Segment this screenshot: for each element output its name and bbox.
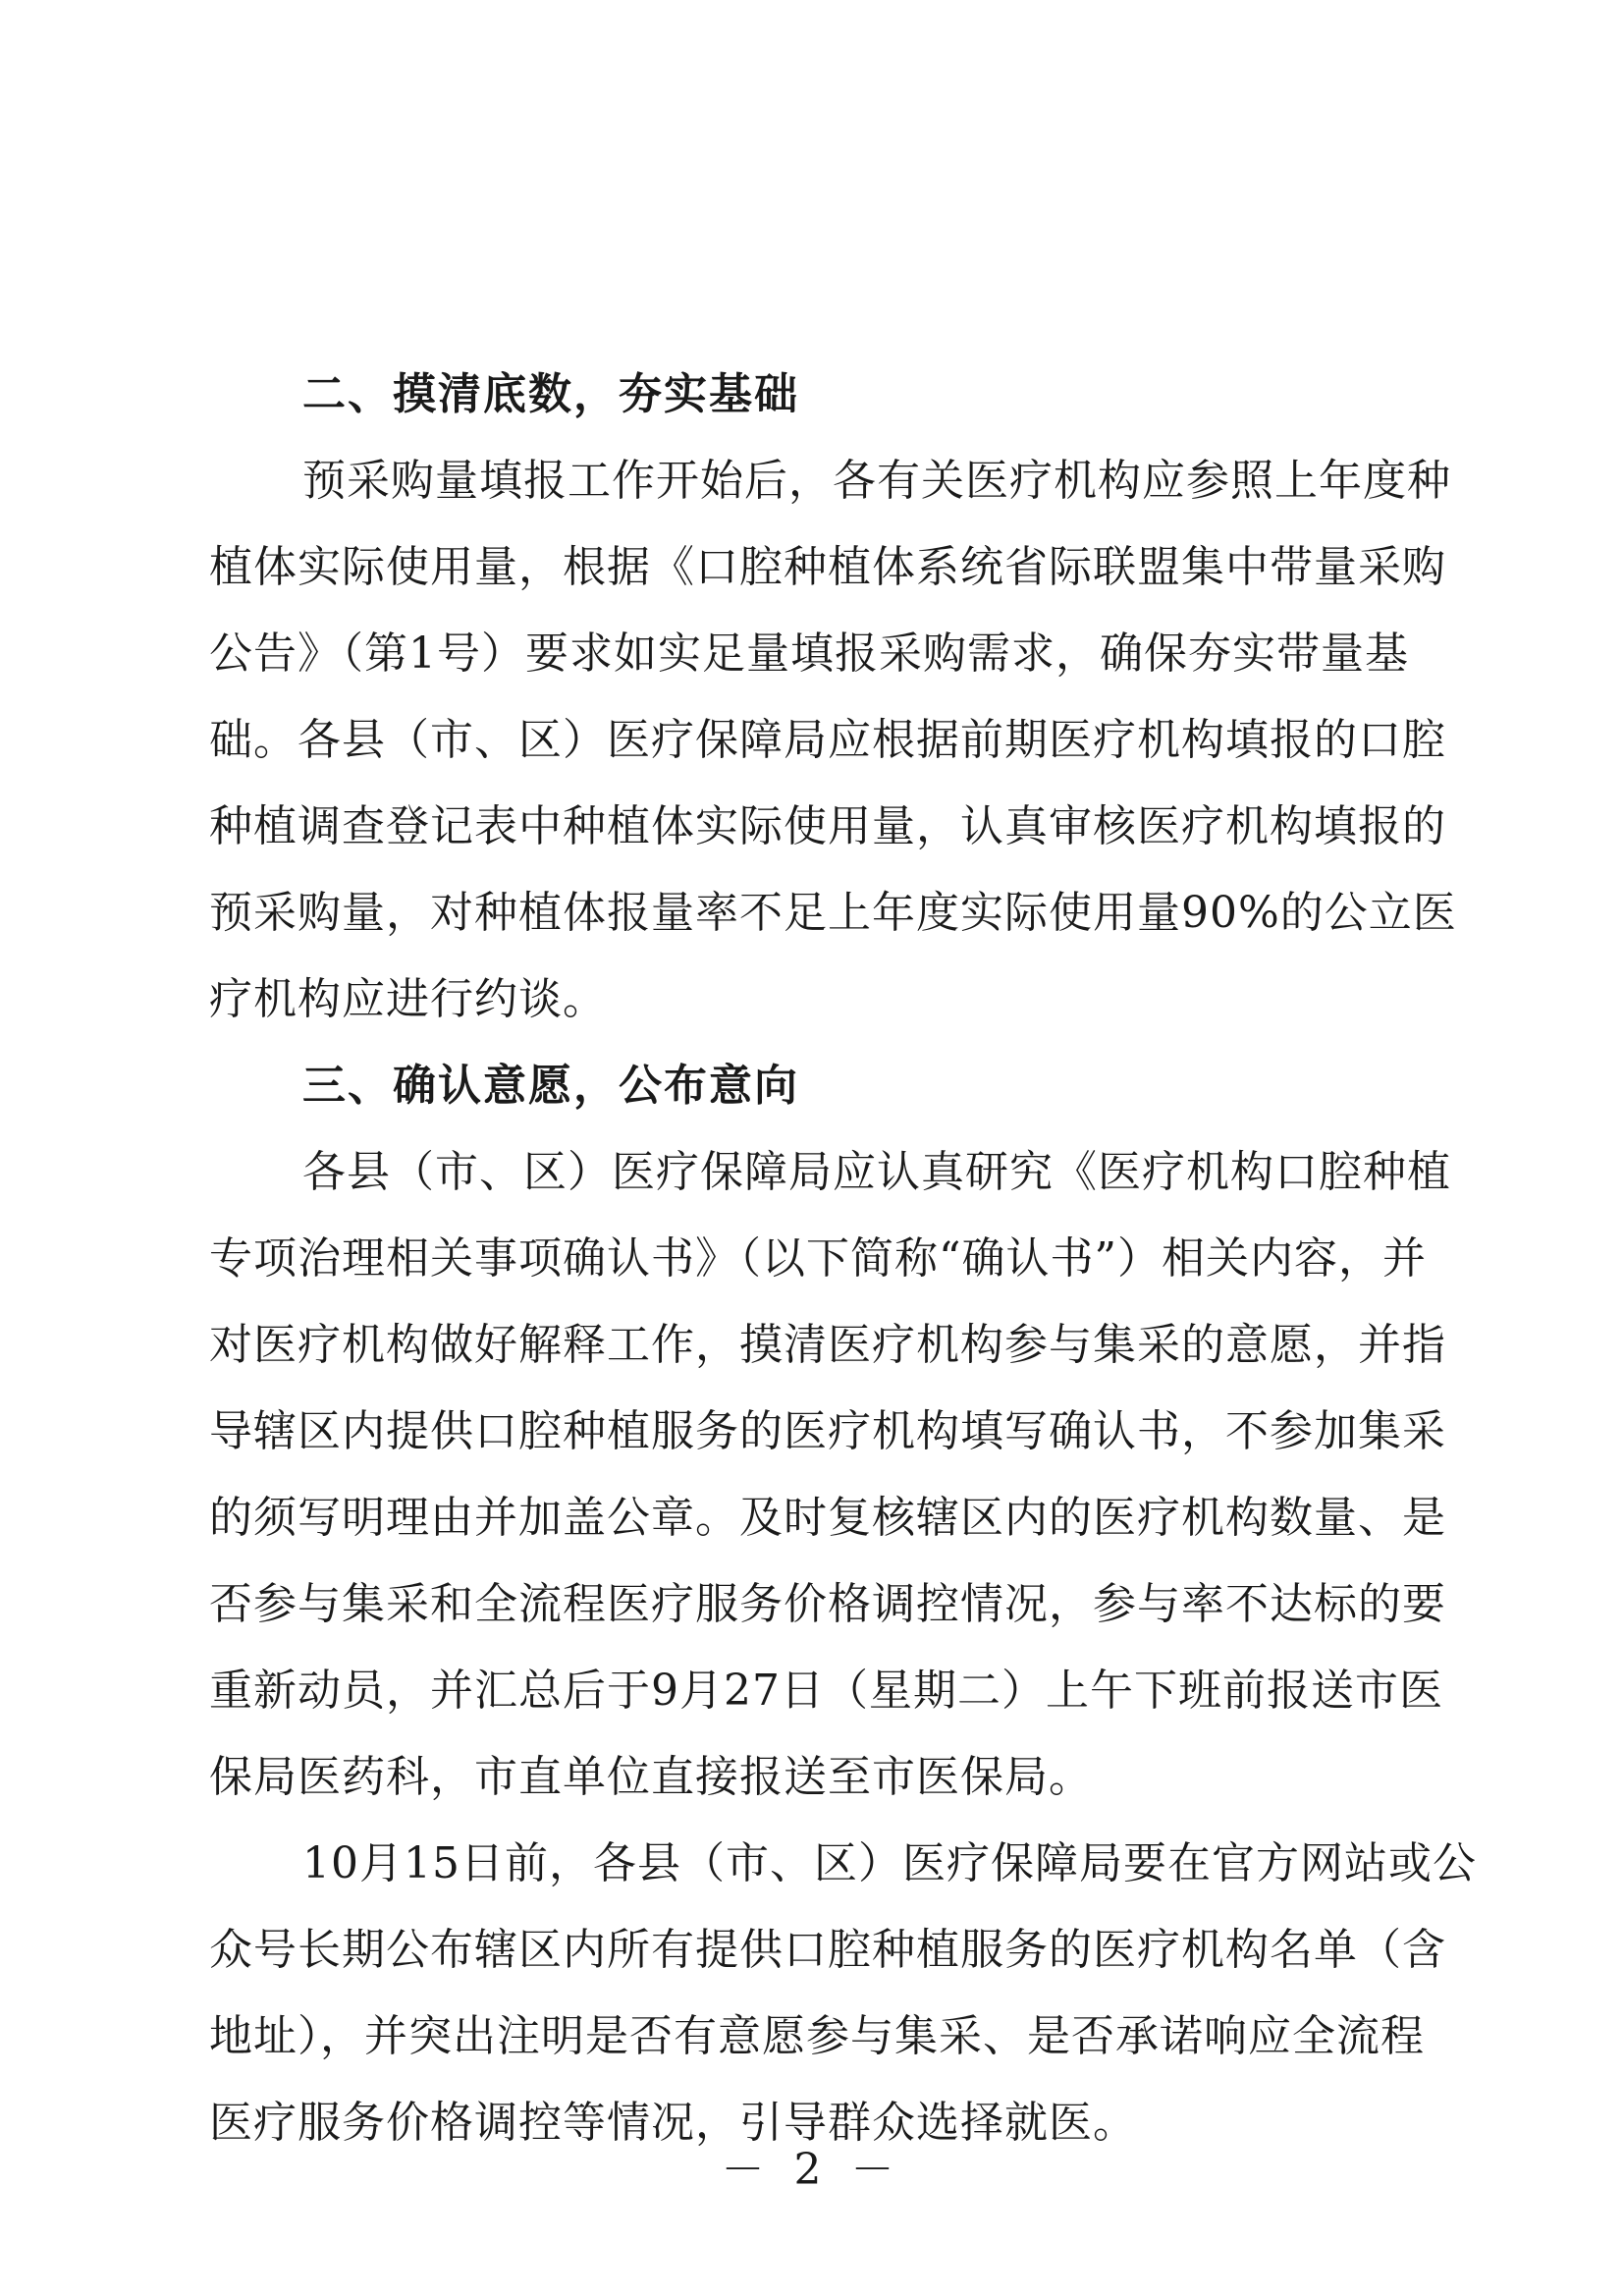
paragraph-line: 保局医药科，市直单位直接报送至市医保局。	[209, 1752, 1093, 1802]
paragraph-line: 10月15日前，各县（市、区）医疗保障局要在官方网站或公	[302, 1838, 1477, 1888]
paragraph-line: 的须写明理由并加盖公章。及时复核辖区内的医疗机构数量、是	[209, 1493, 1446, 1543]
document-body	[209, 352, 1477, 2166]
section-heading-2: 二、摸清底数，夯实基础	[302, 369, 799, 419]
paragraph-line: 公告》（第1号）要求如实足量填报采购需求，确保夯实带量基	[209, 629, 1409, 679]
paragraph-line: 植体实际使用量，根据《口腔种植体系统省际联盟集中带量采购	[209, 542, 1446, 592]
paragraph-line: 众号长期公布辖区内所有提供口腔种植服务的医疗机构名单（含	[209, 1925, 1446, 1975]
paragraph-line: 医疗服务价格调控等情况，引导群众选择就医。	[209, 2098, 1137, 2148]
page-number: － 2 －	[721, 2145, 902, 2195]
paragraph-line: 重新动员，并汇总后于9月27日（星期二）上午下班前报送市医	[209, 1666, 1443, 1716]
section-heading-3: 三、确认意愿，公布意向	[302, 1061, 799, 1111]
paragraph-line: 地址），并突出注明是否有意愿参与集采、是否承诺响应全流程	[209, 2011, 1425, 2061]
paragraph-line: 疗机构应进行约谈。	[209, 974, 607, 1024]
paragraph-line: 种植调查登记表中种植体实际使用量，认真审核医疗机构填报的	[209, 801, 1446, 851]
paragraph-line: 础。各县（市、区）医疗保障局应根据前期医疗机构填报的口腔	[209, 715, 1446, 765]
paragraph-line: 各县（市、区）医疗保障局应认真研究《医疗机构口腔种植	[302, 1147, 1451, 1197]
paragraph-line: 导辖区内提供口腔种植服务的医疗机构填写确认书，不参加集采	[209, 1406, 1446, 1456]
paragraph-line: 预采购量填报工作开始后，各有关医疗机构应参照上年度种	[302, 456, 1451, 506]
paragraph-line: 专项治理相关事项确认书》（以下简称“确认书”）相关内容，并	[209, 1233, 1427, 1284]
paragraph-line: 预采购量，对种植体报量率不足上年度实际使用量90%的公立医	[209, 888, 1457, 938]
paragraph-line: 对医疗机构做好解释工作，摸清医疗机构参与集采的意愿，并指	[209, 1320, 1446, 1370]
paragraph-line: 否参与集采和全流程医疗服务价格调控情况，参与率不达标的要	[209, 1579, 1446, 1629]
